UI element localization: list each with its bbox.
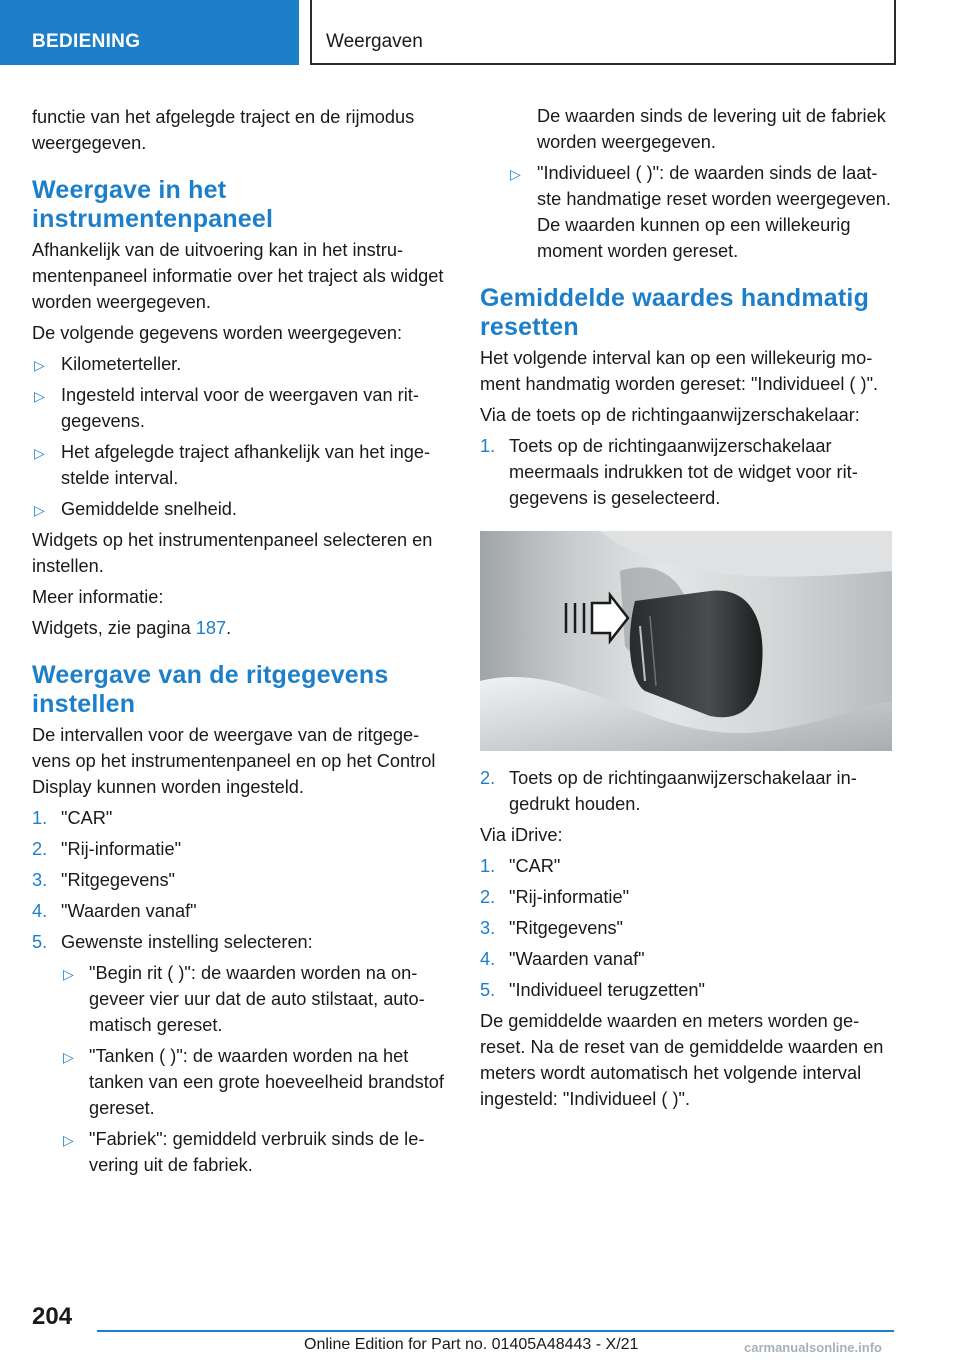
paragraph: De gemiddelde waarden en meters worden gereset. Na de reset van de gemiddelde waarden en meters wordt automatisch het volgende interval ingesteld: "Individueel ( )". — [480, 1011, 884, 1109]
heading-trip-data-settings: Weergave van de ritgegevens instellen — [32, 661, 389, 718]
intro-paragraph: functie van het afgelegde traject en de rijmodus weergegeven. — [32, 107, 415, 153]
paragraph: De intervallen voor de weergave van de ritgegevens op het instrumentenpaneel en op het Control Display kunnen worden ingesteld. — [32, 725, 436, 797]
header-end-divider — [894, 0, 896, 65]
list-item: ▷ "Individueel ( )": de waarden sinds de laatste handmatige reset worden weergegeven. De waarden kunnen op een willekeurig moment worden gereset. — [510, 163, 891, 261]
list-item: ▷ "Begin rit ( )": de waarden worden na ongeveer vier uur dat de auto stilstaat, automatisch gereset. — [63, 963, 425, 1035]
list-item: 3. "Ritgegevens" — [32, 870, 176, 890]
page-number: 204 — [32, 1303, 73, 1330]
list-item: 2. Toets op de richtingaanwijzerschakelaar ingedrukt houden. — [480, 768, 857, 814]
turn-signal-stalk-image — [480, 531, 892, 751]
numbered-list — [480, 853, 892, 1003]
list-item: ▷ Het afgelegde traject afhankelijk van het ingestelde interval. — [34, 442, 431, 488]
left-column — [32, 104, 450, 1183]
list-item: ▷ Gemiddelde snelheid. — [32, 496, 450, 522]
list-item: 5. "Individueel terugzetten" — [480, 980, 705, 1000]
triangle-bullet-icon: ▷ — [34, 445, 45, 461]
numbered-list — [480, 765, 892, 817]
page-link[interactable]: 187 — [195, 618, 227, 638]
list-item: ▷ Ingesteld interval voor de weergaven van ritgegevens. — [34, 385, 419, 431]
nested-bullet-list — [61, 960, 450, 1178]
right-column — [480, 103, 892, 1117]
triangle-bullet-icon: ▷ — [34, 357, 45, 373]
paragraph: Widgets op het instrumentenpaneel selecteren en instellen. — [32, 530, 433, 576]
list-item: 1. "CAR" — [480, 856, 561, 876]
stalk-illustration — [480, 531, 892, 751]
numbered-list — [32, 805, 450, 1178]
watermark: carmanualsonline.info — [744, 1340, 882, 1355]
triangle-bullet-icon: ▷ — [63, 966, 74, 982]
triangle-bullet-icon: ▷ — [34, 502, 45, 518]
bullet-list — [32, 351, 450, 522]
header-rule — [310, 63, 896, 65]
list-item: ▷ Kilometerteller. — [32, 351, 450, 377]
triangle-bullet-icon: ▷ — [34, 388, 45, 404]
list-item: 4. "Waarden vanaf" — [32, 901, 197, 921]
triangle-bullet-icon: ▷ — [510, 166, 521, 182]
paragraph: Via iDrive: — [480, 825, 563, 845]
list-item: 5. Gewenste instelling selecteren: ▷ "Begin rit ( )": de waarden worden na ongeveer vier uur dat de auto stilstaat, automatisch gereset. ▷ "Tanken ( )": de waarden worden na het tanken van een grote hoeveelheid brandstof gereset. ▷ "Fabriek": gemiddeld verbruik sinds de levering uit de fabriek. — [32, 929, 450, 1178]
triangle-bullet-icon: ▷ — [63, 1132, 74, 1148]
paragraph: Widgets, zie pagina 187. — [32, 618, 232, 638]
paragraph: Het volgende interval kan op een willekeurig moment handmatig worden gereset: "Individueel ( )". — [480, 348, 879, 394]
page-title: Weergaven — [326, 31, 423, 52]
list-item: 2. "Rij-informatie" — [480, 887, 630, 907]
paragraph: Via de toets op de richtingaanwijzerschakelaar: — [480, 405, 860, 425]
continued-paragraph: De waarden sinds de levering uit de fabriek worden weergegeven. — [537, 106, 886, 152]
list-item: 2. "Rij-informatie" — [32, 839, 182, 859]
triangle-bullet-icon: ▷ — [63, 1049, 74, 1065]
list-item: 3. "Ritgegevens" — [480, 918, 624, 938]
numbered-list — [480, 433, 892, 511]
header-divider — [310, 0, 312, 65]
section-tab: BEDIENING — [0, 0, 299, 65]
edition-text: Online Edition for Part no. 01405A48443 - X/21 — [304, 1336, 639, 1353]
heading-reset-averages: Gemiddelde waardes handmatig resetten — [480, 284, 870, 341]
list-item: 1. "CAR" — [32, 808, 113, 828]
bullet-list — [480, 160, 892, 264]
list-item: 4. "Waarden vanaf" — [480, 949, 645, 969]
list-item: ▷ "Tanken ( )": de waarden worden na het tanken van een grote hoeveelheid brandstof gereset. — [63, 1046, 444, 1118]
paragraph: Meer informatie: — [32, 587, 164, 607]
footer-rule — [97, 1330, 894, 1332]
list-item: 1. Toets op de richtingaanwijzerschakelaar meermaals indrukken tot de widget voor ritgegevens is geselecteerd. — [480, 436, 858, 508]
heading-instrument-panel: Weergave in het instrumentenpaneel — [32, 176, 274, 233]
paragraph: Afhankelijk van de uitvoering kan in het instrumentenpaneel informatie over het traject als widget worden weergegeven. — [32, 240, 444, 312]
paragraph: De volgende gegevens worden weergegeven: — [32, 323, 403, 343]
list-item: ▷ "Fabriek": gemiddeld verbruik sinds de levering uit de fabriek. — [63, 1129, 425, 1175]
